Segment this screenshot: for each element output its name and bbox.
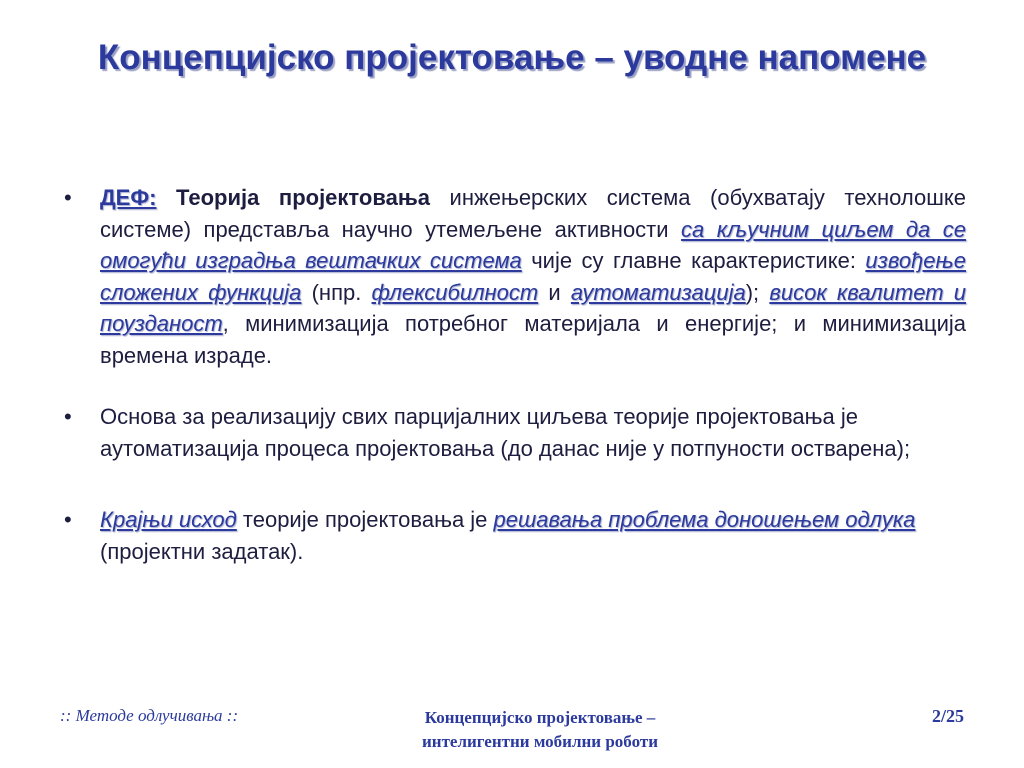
highlight-decision-making: решавања проблема доношењем одлука <box>493 507 916 532</box>
bullet-marker: • <box>64 185 72 210</box>
highlight-flexibility: флексибилност <box>371 279 539 305</box>
text-segment: (нпр. <box>301 279 372 305</box>
highlight-complex-functions: извођење сложених функција <box>100 248 966 305</box>
text-segment: чије су главне карактеристике: <box>521 248 866 273</box>
slide-title: Концепцијско пројектовање – уводне напомене <box>97 38 927 77</box>
slide-content <box>58 182 966 567</box>
footer-topic-line1: Концепцијско пројектовање – <box>424 708 656 727</box>
footer-topic <box>330 706 750 754</box>
text-segment: и <box>538 279 571 305</box>
highlight-automation: аутоматизација <box>570 279 746 305</box>
highlight-goal: са кључним циљем да се омогући изградња вештачких система <box>100 216 967 273</box>
bullet-text: Основа за реализацију свих парцијалних циљева теорије пројектовања је аутоматизација процеса пројектовања (до данас није у потпуности остварена); <box>100 404 911 461</box>
highlight-quality: висок квалитет и поузданост <box>100 279 966 336</box>
text-segment: теорије пројектовања је <box>236 507 494 532</box>
bullet-marker: • <box>64 404 72 429</box>
bold-term: Теорија пројектовања <box>176 185 430 210</box>
footer-course-name: :: Методе одлучивања :: <box>60 706 239 725</box>
bullet-definition <box>58 182 966 371</box>
highlight-final-outcome: Крајњи исход <box>100 507 237 532</box>
bullet-outcome <box>58 504 966 567</box>
bullet-marker: • <box>64 507 72 532</box>
text-segment: (пројектни задатак). <box>100 538 304 564</box>
page-number: 2/25 <box>931 706 964 726</box>
text-segment <box>156 185 176 210</box>
text-segment: , минимизација потребног материјала и енергије; и минимизација времена израде. <box>100 311 966 368</box>
definition-label: ДЕФ: <box>100 185 157 210</box>
footer-topic-line2: интелигентни мобилни роботи <box>421 732 659 751</box>
bullet-basis <box>58 401 966 464</box>
text-segment: инжењерских система (обухватају технолошке системе) представља научно утемељене активности <box>100 185 966 242</box>
text-segment: ); <box>745 279 770 305</box>
